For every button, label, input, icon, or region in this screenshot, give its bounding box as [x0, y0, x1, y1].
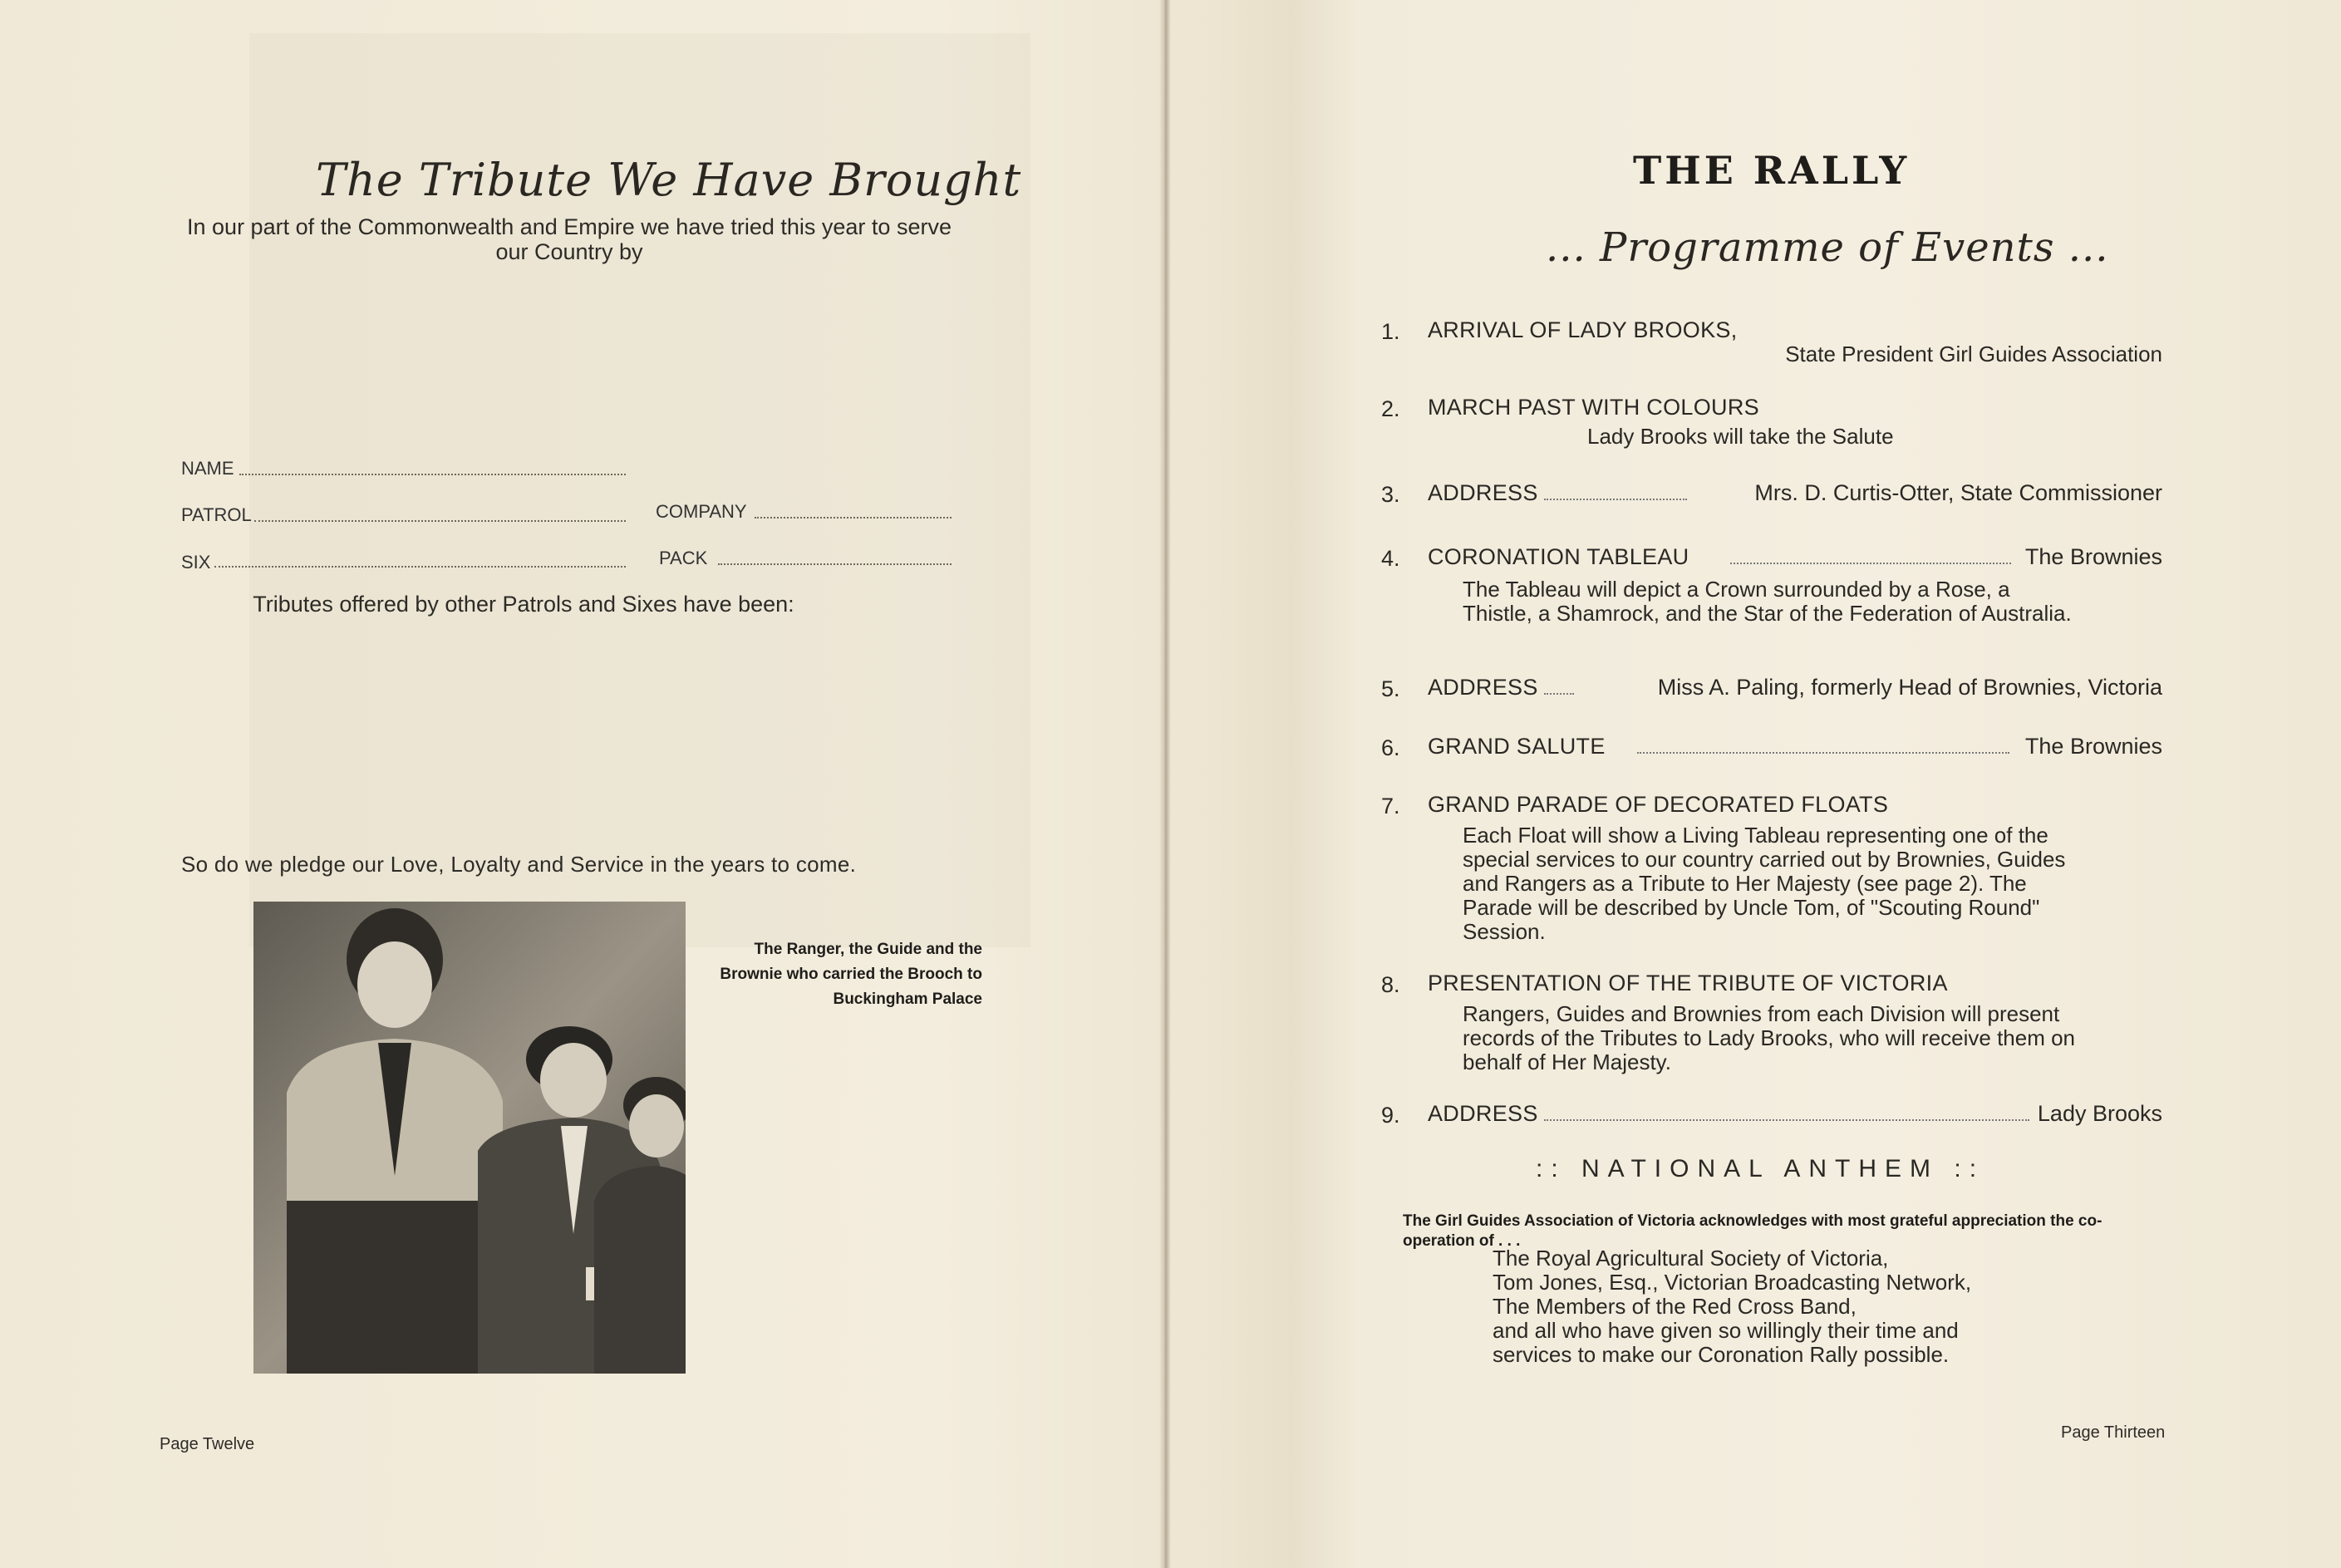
event-number: 3. — [1381, 482, 1400, 507]
dot-leader — [1637, 752, 2009, 754]
pack-label: PACK — [659, 548, 708, 568]
guides-photo — [253, 902, 686, 1374]
pledge-text: So do we pledge our Love, Loyalty and Service in the years to come. — [181, 852, 857, 877]
event-heading: ADDRESS — [1428, 1101, 1538, 1126]
six-label: SIX — [181, 552, 211, 573]
event-detail: Lady Brooks will take the Salute — [1587, 424, 1894, 449]
pack-line — [718, 563, 952, 565]
event-heading: GRAND SALUTE — [1428, 734, 1606, 759]
event-number: 9. — [1381, 1103, 1400, 1128]
dot-leader — [1544, 693, 1574, 695]
left-page-number: Page Twelve — [160, 1435, 255, 1453]
event-performer: The Brownies — [2024, 734, 2162, 759]
event-heading: CORONATION TABLEAU — [1428, 544, 1689, 569]
ack-line: The Members of the Red Cross Band, — [1493, 1294, 1857, 1319]
event-speaker: Miss A. Paling, formerly Head of Brownies, Victoria — [1657, 675, 2162, 700]
event-detail: The Tableau will depict a Crown surrounded by a Rose, a Thistle, a Shamrock, and the Star of the Federation of Australia. — [1463, 577, 2072, 626]
ack-line: services to make our Coronation Rally possible. — [1493, 1342, 1950, 1367]
dot-leader — [1544, 499, 1687, 500]
rally-title: THE RALLY — [1633, 148, 1911, 193]
event-heading: ADDRESS — [1428, 675, 1538, 700]
event-1 — [1381, 317, 2162, 376]
event-speaker: Lady Brooks — [2037, 1101, 2162, 1126]
six-line — [214, 566, 626, 568]
event-2 — [1381, 395, 2162, 453]
left-page-title: The Tribute We Have Brought — [316, 154, 1022, 206]
national-anthem: :: NATIONAL ANTHEM :: — [1536, 1155, 1985, 1182]
event-number: 5. — [1381, 676, 1400, 701]
acknowledgement-list — [1493, 1246, 2141, 1367]
event-number: 2. — [1381, 396, 1400, 421]
acknowledgement: The Girl Guides Association of Victoria acknowledges with most grateful appreciation the co-operation of . . . — [1403, 1212, 2102, 1250]
binding-gutter — [1159, 0, 1171, 1568]
company-label: COMPANY — [656, 501, 747, 522]
event-performer: The Brownies — [2024, 544, 2162, 569]
dot-leader — [1544, 1119, 2029, 1121]
event-number: 8. — [1381, 972, 1400, 997]
right-page-number: Page Thirteen — [2061, 1423, 2166, 1442]
programme-subtitle: ... Programme of Events ... — [1546, 224, 2109, 271]
event-heading: PRESENTATION OF THE TRIBUTE OF VICTORIA — [1428, 971, 1948, 995]
event-3 — [1381, 480, 2162, 510]
tributes-text: Tributes offered by other Patrols and Sixes have been: — [253, 592, 794, 617]
event-heading: ADDRESS — [1428, 480, 1538, 505]
event-number: 1. — [1381, 319, 1400, 344]
event-detail: Each Float will show a Living Tableau representing one of the special services to our country carried out by Brownies, Guides and Rangers as a Tribute to Her Majesty (see page 2). The Parade will be described by Uncle Tom, of "Scouting Round" Session. — [1463, 823, 2066, 944]
company-line — [755, 517, 952, 519]
dot-leader — [1730, 563, 2011, 564]
event-heading: ARRIVAL OF LADY BROOKS, — [1428, 317, 1738, 342]
left-page — [0, 0, 1159, 1568]
event-number: 4. — [1381, 546, 1400, 571]
event-9 — [1381, 1101, 2162, 1131]
event-5 — [1381, 675, 2162, 705]
patrol-label: PATROL — [181, 504, 252, 525]
event-detail: Rangers, Guides and Brownies from each Division will present records of the Tributes to Lady Brooks, who will receive them on behalf of Her Majesty. — [1463, 1001, 2076, 1074]
event-number: 6. — [1381, 735, 1400, 760]
event-6 — [1381, 734, 2162, 764]
event-8 — [1381, 971, 2162, 1079]
intro-text: In our part of the Commonwealth and Empire we have tried this year to serve our Country by — [187, 214, 952, 264]
ack-line: The Royal Agricultural Society of Victoria, — [1493, 1246, 1889, 1271]
patrol-line — [254, 520, 626, 522]
event-heading: MARCH PAST WITH COLOURS — [1428, 395, 1759, 420]
photo-caption: The Ranger, the Guide and the Brownie who carried the Brooch to Buckingham Palace — [720, 941, 982, 1008]
event-speaker: Mrs. D. Curtis-Otter, State Commissioner — [1754, 480, 2162, 505]
ack-line: Tom Jones, Esq., Victorian Broadcasting Network, — [1493, 1270, 1972, 1295]
name-line — [239, 474, 626, 475]
event-detail: State President Girl Guides Association — [1785, 342, 2162, 366]
event-heading: GRAND PARADE OF DECORATED FLOATS — [1428, 792, 1889, 817]
event-7 — [1381, 792, 2162, 944]
event-4 — [1381, 544, 2162, 652]
event-number: 7. — [1381, 794, 1400, 818]
name-label: NAME — [181, 458, 234, 479]
ack-line: and all who have given so willingly their time and — [1493, 1318, 1959, 1343]
